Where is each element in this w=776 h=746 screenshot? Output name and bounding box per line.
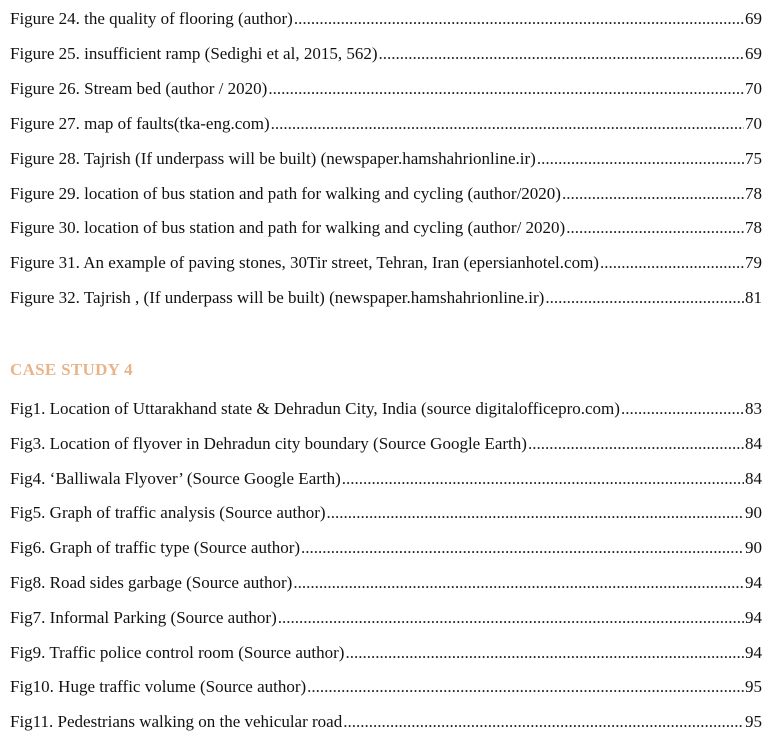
dot-leader	[537, 149, 744, 169]
dot-leader	[528, 434, 744, 454]
entry-page-number: 94	[745, 573, 762, 592]
toc-entry	[10, 677, 762, 697]
entry-page-number: 90	[745, 503, 762, 522]
entry-title: Figure 28. Tajrish (If underpass will be built) (newspaper.hamshahrionline.ir)	[10, 149, 536, 168]
toc-entry	[10, 608, 762, 628]
entry-page-number: 79	[745, 253, 762, 272]
entry-page-number: 84	[745, 434, 762, 453]
entry-title: Fig1. Location of Uttarakhand state & Dehradun City, India (source digitalofficepro.com)	[10, 399, 620, 418]
dot-leader	[562, 184, 744, 204]
entry-page-number: 78	[745, 184, 762, 203]
entry-page-number: 90	[745, 538, 762, 557]
dot-leader	[342, 469, 744, 489]
entry-page-number: 94	[745, 608, 762, 627]
entry-title: Figure 30. location of bus station and path for walking and cycling (author/ 2020)	[10, 218, 566, 237]
entry-title: Figure 26. Stream bed (author / 2020)	[10, 79, 268, 98]
entry-title: Figure 29. location of bus station and path for walking and cycling (author/2020)	[10, 184, 561, 203]
dot-leader	[600, 253, 744, 273]
dot-leader	[301, 538, 744, 558]
entry-page-number: 94	[745, 643, 762, 662]
toc-entry	[10, 149, 762, 169]
entry-page-number: 75	[745, 149, 762, 168]
entry-page-number: 81	[745, 288, 762, 307]
toc-entry	[10, 9, 762, 29]
dot-leader	[278, 608, 744, 628]
dot-leader	[327, 503, 744, 523]
dot-leader	[343, 712, 744, 732]
dot-leader	[294, 9, 744, 29]
dot-leader	[293, 573, 744, 593]
dot-leader	[378, 44, 744, 64]
entry-title: Figure 32. Tajrish , (If underpass will be built) (newspaper.hamshahrionline.ir)	[10, 288, 545, 307]
entry-page-number: 95	[745, 677, 762, 696]
dot-leader	[271, 114, 744, 134]
dot-leader	[268, 79, 744, 99]
dot-leader	[566, 218, 744, 238]
entry-title: Figure 27. map of faults(tka-eng.com)	[10, 114, 270, 133]
entry-page-number: 83	[745, 399, 762, 418]
entry-page-number: 69	[745, 44, 762, 63]
entry-page-number: 84	[745, 469, 762, 488]
entry-title: Fig6. Graph of traffic type (Source author)	[10, 538, 301, 557]
dot-leader	[345, 643, 744, 663]
toc-entry	[10, 253, 762, 273]
entry-title: Fig9. Traffic police control room (Source author)	[10, 643, 345, 662]
toc-entry	[10, 288, 762, 308]
toc-entry	[10, 399, 762, 419]
toc-entry	[10, 573, 762, 593]
entry-page-number: 78	[745, 218, 762, 237]
entry-title: Fig11. Pedestrians walking on the vehicular road	[10, 712, 343, 731]
entry-title: Fig10. Huge traffic volume (Source author)	[10, 677, 307, 696]
entry-title: Figure 31. An example of paving stones, 30Tir street, Tehran, Iran (epersianhotel.com)	[10, 253, 599, 272]
entry-title: Fig3. Location of flyover in Dehradun city boundary (Source Google Earth)	[10, 434, 527, 453]
toc-entry	[10, 469, 762, 489]
toc-entry	[10, 712, 762, 732]
toc-entry	[10, 79, 762, 99]
entry-page-number: 95	[745, 712, 762, 731]
entry-page-number: 70	[745, 79, 762, 98]
entry-title: Fig4. ‘Balliwala Flyover’ (Source Google Earth)	[10, 469, 341, 488]
entry-title: Figure 25. insufficient ramp (Sedighi et al, 2015, 562)	[10, 44, 378, 63]
entry-title: Fig5. Graph of traffic analysis (Source author)	[10, 503, 326, 522]
entry-title: Figure 24. the quality of flooring (author)	[10, 9, 293, 28]
dot-leader	[545, 288, 744, 308]
toc-entry	[10, 503, 762, 523]
toc-entry	[10, 218, 762, 238]
toc-entry	[10, 114, 762, 134]
entry-title: Fig7. Informal Parking (Source author)	[10, 608, 277, 627]
entry-page-number: 70	[745, 114, 762, 133]
toc-entry	[10, 44, 762, 64]
section-heading: CASE STUDY 4	[10, 360, 133, 379]
entry-title: Fig8. Road sides garbage (Source author)	[10, 573, 293, 592]
dot-leader	[307, 677, 744, 697]
toc-entry	[10, 184, 762, 204]
entry-page-number: 69	[745, 9, 762, 28]
toc-entry	[10, 643, 762, 663]
toc-entry	[10, 538, 762, 558]
toc-entry	[10, 434, 762, 454]
dot-leader	[621, 399, 744, 419]
